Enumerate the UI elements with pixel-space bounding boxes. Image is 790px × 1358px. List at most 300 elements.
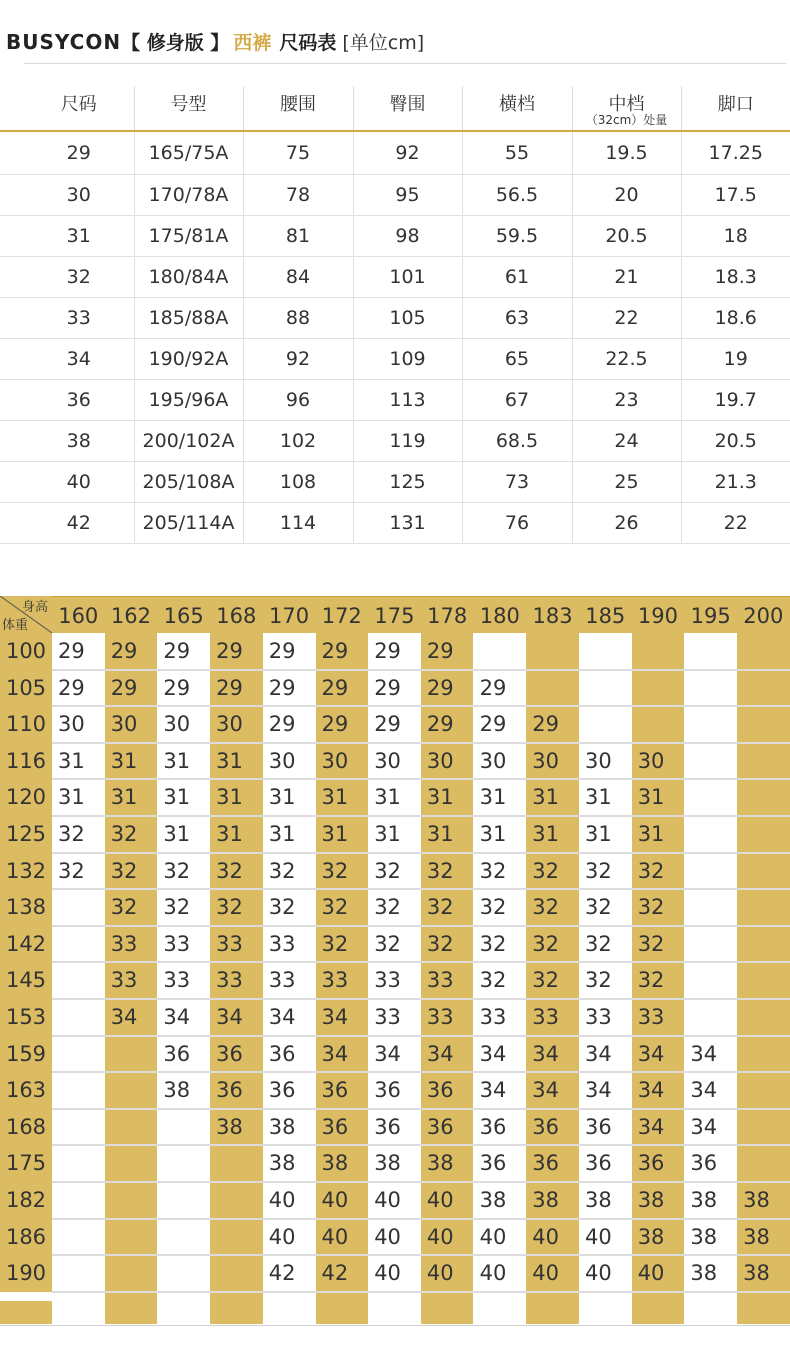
grid-size-cell: 31 xyxy=(532,785,560,810)
grid-size-cell: 32 xyxy=(585,858,612,883)
weight-header-cell: 132 xyxy=(0,853,52,890)
grid-size-cell: 29 xyxy=(426,639,454,663)
height-header-cell: 190 xyxy=(637,604,678,628)
grid-size-cell: 33 xyxy=(216,968,243,993)
height-header-cell: 160 xyxy=(58,604,99,628)
table-cell: 68.5 xyxy=(462,421,572,462)
grid-size-cell: 29 xyxy=(374,712,401,737)
grid-size-cell: 36 xyxy=(426,1114,454,1139)
grid-size-cell: 32 xyxy=(532,895,560,920)
grid-size-cell: 31 xyxy=(374,785,401,810)
grid-size-cell: 32 xyxy=(321,931,349,956)
grid-size-cell: 31 xyxy=(163,748,191,773)
table-cell: 25 xyxy=(572,462,681,503)
table-cell: 32 xyxy=(0,257,134,298)
grid-size-cell: 32 xyxy=(426,895,454,920)
table-row xyxy=(0,175,790,216)
table-cell: 113 xyxy=(353,380,462,421)
table-row xyxy=(0,339,790,380)
grid-size-cell: 34 xyxy=(532,1078,560,1103)
grid-size-cell: 29 xyxy=(58,675,85,700)
grid-size-cell: 31 xyxy=(637,822,665,846)
weight-header-cell: 116 xyxy=(0,743,52,780)
grid-size-cell: 29 xyxy=(268,712,296,737)
grid-size-cell: 40 xyxy=(479,1261,507,1286)
grid-size-cell: 38 xyxy=(268,1114,296,1139)
table-cell: 20.5 xyxy=(681,421,790,462)
weight-header-cell: 159 xyxy=(0,1036,52,1073)
grid-size-cell: 36 xyxy=(374,1078,401,1103)
col-header-thigh: 横档 xyxy=(462,86,572,131)
grid-size-cell: 33 xyxy=(268,968,296,993)
grid-size-cell: 38 xyxy=(479,1188,507,1212)
grid-size-cell: 32 xyxy=(216,895,243,920)
grid-size-cell: 30 xyxy=(321,748,349,773)
table-cell: 195/96A xyxy=(134,380,243,421)
grid-size-cell: 33 xyxy=(426,968,454,993)
page-title xyxy=(6,28,424,58)
grid-size-cell: 36 xyxy=(321,1078,349,1103)
grid-size-cell: 32 xyxy=(110,895,138,920)
grid-size-cell: 34 xyxy=(479,1078,507,1103)
grid-size-cell: 38 xyxy=(374,1151,401,1176)
grid-size-cell: 29 xyxy=(268,675,296,700)
table-cell: 67 xyxy=(462,380,572,421)
grid-size-cell: 31 xyxy=(216,785,243,810)
grid-size-cell: 34 xyxy=(479,1041,507,1066)
grid-size-cell: 31 xyxy=(585,785,612,810)
table-cell: 95 xyxy=(353,175,462,216)
height-header-cell: 195 xyxy=(690,604,731,628)
table-cell: 40 xyxy=(0,462,134,503)
table-cell: 21 xyxy=(572,257,681,298)
col-header-size: 尺码 xyxy=(60,94,97,115)
grid-size-cell: 32 xyxy=(163,895,191,920)
weight-header-cell: 110 xyxy=(0,706,52,743)
grid-size-cell: 36 xyxy=(532,1114,560,1139)
grid-size-cell: 31 xyxy=(426,822,454,846)
grid-size-cell: 34 xyxy=(585,1078,612,1103)
table-cell: 131 xyxy=(353,503,462,544)
title-divider xyxy=(24,63,786,64)
height-header-cell: 175 xyxy=(374,604,415,628)
table-cell: 19 xyxy=(681,339,790,380)
col-header-waist: 腰围 xyxy=(243,86,353,131)
grid-size-cell: 29 xyxy=(479,712,507,737)
table-cell: 61 xyxy=(462,257,572,298)
table-cell: 20 xyxy=(572,175,681,216)
grid-size-cell: 38 xyxy=(690,1261,718,1286)
grid-size-cell: 32 xyxy=(374,931,401,956)
grid-size-cell: 31 xyxy=(58,748,85,773)
table-cell: 29 xyxy=(0,131,134,175)
unit-label: [单位cm] xyxy=(342,32,425,54)
table-cell: 105 xyxy=(353,298,462,339)
grid-size-cell: 36 xyxy=(690,1151,718,1176)
grid-size-cell: 40 xyxy=(374,1188,401,1212)
grid-size-cell: 40 xyxy=(268,1224,296,1249)
table-cell: 38 xyxy=(0,421,134,462)
table-cell: 31 xyxy=(0,216,134,257)
grid-size-cell: 29 xyxy=(479,675,507,700)
grid-size-cell: 36 xyxy=(268,1078,296,1103)
grid-size-cell: 31 xyxy=(479,822,507,846)
table-cell: 19.5 xyxy=(572,131,681,175)
grid-size-cell: 31 xyxy=(426,785,454,810)
grid-size-cell: 32 xyxy=(268,858,296,883)
grid-size-cell: 40 xyxy=(585,1224,612,1249)
grid-size-cell: 33 xyxy=(426,1005,454,1029)
grid-size-cell: 32 xyxy=(426,858,454,883)
grid-size-cell: 38 xyxy=(532,1188,560,1212)
grid-size-cell: 33 xyxy=(216,931,243,956)
grid-size-cell: 34 xyxy=(216,1005,243,1029)
weight-header-cell: 175 xyxy=(0,1145,52,1182)
grid-size-cell: 29 xyxy=(110,675,138,700)
table-cell: 65 xyxy=(462,339,572,380)
height-header-cell: 200 xyxy=(743,604,784,628)
grid-size-cell: 34 xyxy=(637,1078,665,1103)
grid-size-cell: 30 xyxy=(163,712,191,737)
grid-size-cell: 32 xyxy=(163,858,191,883)
weight-header-cell: 182 xyxy=(0,1182,52,1219)
grid-size-cell: 32 xyxy=(585,895,612,920)
grid-size-cell: 36 xyxy=(321,1114,349,1139)
grid-size-cell: 34 xyxy=(585,1041,612,1066)
grid-size-cell: 40 xyxy=(637,1261,665,1286)
grid-size-cell: 29 xyxy=(163,675,191,700)
table-cell: 17.5 xyxy=(681,175,790,216)
table-cell: 24 xyxy=(572,421,681,462)
grid-size-cell: 32 xyxy=(374,895,401,920)
grid-size-cell: 34 xyxy=(690,1041,718,1066)
grid-size-cell: 38 xyxy=(743,1224,770,1249)
grid-size-cell: 38 xyxy=(426,1151,454,1176)
table-cell: 84 xyxy=(243,257,353,298)
weight-header-cell: 153 xyxy=(0,999,52,1036)
table-row xyxy=(0,380,790,421)
bottom-divider xyxy=(0,1325,790,1326)
table-cell: 109 xyxy=(353,339,462,380)
grid-corner xyxy=(0,596,52,633)
grid-size-cell: 31 xyxy=(321,785,349,810)
grid-size-cell: 29 xyxy=(374,639,401,663)
weight-column-tail xyxy=(0,1301,52,1324)
grid-size-cell: 34 xyxy=(374,1041,401,1066)
grid-size-cell: 36 xyxy=(216,1041,243,1066)
weight-header-cell: 142 xyxy=(0,926,52,963)
weight-header-cell: 138 xyxy=(0,889,52,926)
table-cell: 205/108A xyxy=(134,462,243,503)
corner-height-label: 身高 xyxy=(21,600,48,615)
weight-header-cell: 163 xyxy=(0,1072,52,1109)
grid-size-cell: 36 xyxy=(637,1151,665,1176)
grid-size-cell: 29 xyxy=(321,712,349,737)
grid-size-cell: 29 xyxy=(426,712,454,737)
table-cell: 34 xyxy=(0,339,134,380)
table-row xyxy=(0,421,790,462)
grid-size-cell: 32 xyxy=(637,931,665,956)
height-header-cell: 178 xyxy=(427,604,468,628)
table-cell: 101 xyxy=(353,257,462,298)
col-header-knee-label: 中档 xyxy=(608,94,645,115)
grid-size-cell: 29 xyxy=(216,675,243,700)
grid-size-cell: 32 xyxy=(532,858,560,883)
table-cell: 81 xyxy=(243,216,353,257)
col-header-hip: 臀围 xyxy=(353,86,462,131)
grid-size-cell: 34 xyxy=(268,1005,296,1029)
grid-size-cell: 30 xyxy=(268,748,296,773)
table-cell: 165/75A xyxy=(134,131,243,175)
grid-size-cell: 33 xyxy=(532,1005,560,1029)
grid-size-cell: 36 xyxy=(479,1151,507,1176)
grid-size-cell: 29 xyxy=(163,639,191,663)
table-row xyxy=(0,503,790,544)
grid-size-cell: 31 xyxy=(321,822,349,846)
grid-size-cell: 32 xyxy=(58,858,85,883)
table-cell: 170/78A xyxy=(134,175,243,216)
table-cell: 119 xyxy=(353,421,462,462)
grid-size-cell: 40 xyxy=(321,1188,349,1212)
table-cell: 63 xyxy=(462,298,572,339)
grid-size-cell: 36 xyxy=(585,1151,612,1176)
grid-size-cell: 29 xyxy=(532,712,560,737)
weight-header-cell: 100 xyxy=(0,633,52,670)
grid-size-cell: 38 xyxy=(163,1078,191,1103)
col-header-knee-note: （32cm）处量 xyxy=(585,113,668,127)
table-cell: 98 xyxy=(353,216,462,257)
table-cell: 92 xyxy=(353,131,462,175)
height-header-cell: 172 xyxy=(321,604,362,628)
grid-size-cell: 33 xyxy=(110,968,138,993)
grid-size-cell: 34 xyxy=(321,1005,349,1029)
grid-size-cell: 30 xyxy=(58,712,85,737)
brand-name: BUSYCON xyxy=(6,30,122,54)
grid-size-cell: 34 xyxy=(532,1041,560,1066)
grid-size-cell: 33 xyxy=(374,1005,401,1029)
height-header-cell: 183 xyxy=(532,604,573,628)
table-cell: 75 xyxy=(243,131,353,175)
table-cell: 18.6 xyxy=(681,298,790,339)
table-cell: 200/102A xyxy=(134,421,243,462)
table-cell: 96 xyxy=(243,380,353,421)
table-row xyxy=(0,462,790,503)
grid-size-cell: 29 xyxy=(374,675,401,700)
table-row xyxy=(0,216,790,257)
grid-size-cell: 32 xyxy=(479,895,507,920)
table-cell: 17.25 xyxy=(681,131,790,175)
grid-size-cell: 32 xyxy=(321,858,349,883)
grid-size-cell: 34 xyxy=(690,1114,718,1139)
grid-size-cell: 30 xyxy=(426,748,454,773)
grid-size-cell: 32 xyxy=(479,968,507,993)
grid-size-cell: 30 xyxy=(585,748,612,773)
grid-size-cell: 38 xyxy=(690,1188,718,1212)
grid-size-cell: 29 xyxy=(321,675,349,700)
table-cell: 23 xyxy=(572,380,681,421)
table-cell: 125 xyxy=(353,462,462,503)
grid-size-cell: 33 xyxy=(374,968,401,993)
table-cell: 108 xyxy=(243,462,353,503)
grid-size-cell: 36 xyxy=(532,1151,560,1176)
grid-size-cell: 30 xyxy=(637,748,665,773)
grid-size-cell: 31 xyxy=(532,822,560,846)
corner-weight-label: 体重 xyxy=(2,618,29,633)
grid-size-cell: 38 xyxy=(637,1224,665,1249)
weight-header-cell: 120 xyxy=(0,779,52,816)
grid-size-cell: 32 xyxy=(479,931,507,956)
grid-size-cell: 29 xyxy=(110,639,138,663)
grid-size-cell: 42 xyxy=(321,1261,349,1286)
grid-size-cell: 40 xyxy=(532,1224,560,1249)
grid-size-cell: 32 xyxy=(585,968,612,993)
table-cell: 18 xyxy=(681,216,790,257)
grid-size-cell: 30 xyxy=(479,748,507,773)
grid-size-cell: 30 xyxy=(216,712,243,737)
grid-size-cell: 31 xyxy=(637,785,665,810)
table-cell: 73 xyxy=(462,462,572,503)
grid-size-cell: 31 xyxy=(110,785,138,810)
grid-size-cell: 33 xyxy=(268,931,296,956)
grid-size-cell: 31 xyxy=(216,822,243,846)
height-weight-size-grid xyxy=(0,596,790,1324)
grid-size-cell: 30 xyxy=(374,748,401,773)
height-header-cell: 168 xyxy=(216,604,257,628)
grid-size-cell: 40 xyxy=(585,1261,612,1286)
grid-size-cell: 34 xyxy=(321,1041,349,1066)
edition-label: 【 修身版 】 xyxy=(121,32,230,54)
grid-size-cell: 29 xyxy=(58,639,85,663)
grid-size-cell: 29 xyxy=(426,675,454,700)
table-cell: 92 xyxy=(243,339,353,380)
weight-header-cell: 168 xyxy=(0,1109,52,1146)
col-header-knee xyxy=(572,86,681,131)
grid-size-cell: 33 xyxy=(163,931,191,956)
table-cell: 26 xyxy=(572,503,681,544)
height-header-cell: 170 xyxy=(269,604,310,628)
grid-size-cell: 30 xyxy=(110,712,138,737)
grid-size-cell: 32 xyxy=(58,822,85,846)
table-cell: 59.5 xyxy=(462,216,572,257)
grid-size-cell: 33 xyxy=(585,1005,612,1029)
chart-title: 尺码表 xyxy=(279,32,337,54)
table-row xyxy=(0,257,790,298)
table-cell: 175/81A xyxy=(134,216,243,257)
table-cell: 20.5 xyxy=(572,216,681,257)
grid-size-cell: 38 xyxy=(690,1224,718,1249)
grid-size-cell: 34 xyxy=(110,1005,138,1029)
grid-size-cell: 31 xyxy=(216,748,243,773)
weight-header-cell: 105 xyxy=(0,670,52,707)
grid-size-cell: 36 xyxy=(268,1041,296,1066)
grid-size-cell: 31 xyxy=(110,748,138,773)
grid-size-cell: 36 xyxy=(426,1078,454,1103)
grid-size-cell: 32 xyxy=(532,968,560,993)
table-cell: 180/84A xyxy=(134,257,243,298)
grid-size-cell: 32 xyxy=(268,895,296,920)
weight-header-cell: 145 xyxy=(0,962,52,999)
table-cell: 22 xyxy=(681,503,790,544)
grid-size-cell: 36 xyxy=(585,1114,612,1139)
grid-size-cell: 29 xyxy=(216,639,243,663)
grid-size-cell: 38 xyxy=(268,1151,296,1176)
grid-size-cell: 31 xyxy=(479,785,507,810)
grid-size-cell: 30 xyxy=(532,748,560,773)
grid-size-cell: 40 xyxy=(268,1188,296,1212)
category-label: 西裤 xyxy=(233,32,272,54)
table-row xyxy=(0,298,790,339)
height-header-cell: 162 xyxy=(110,604,151,628)
size-measurement-table xyxy=(0,86,790,544)
grid-size-cell: 29 xyxy=(321,639,349,663)
table-cell: 19.7 xyxy=(681,380,790,421)
table-cell: 22.5 xyxy=(572,339,681,380)
table-cell: 190/92A xyxy=(134,339,243,380)
table-cell: 78 xyxy=(243,175,353,216)
table-cell: 102 xyxy=(243,421,353,462)
weight-header-cell: 190 xyxy=(0,1255,52,1292)
grid-size-cell: 32 xyxy=(637,968,665,993)
grid-size-cell: 29 xyxy=(268,639,296,663)
table-cell: 76 xyxy=(462,503,572,544)
grid-size-cell: 32 xyxy=(321,895,349,920)
table-cell: 56.5 xyxy=(462,175,572,216)
grid-size-cell: 33 xyxy=(110,931,138,956)
grid-size-cell: 31 xyxy=(268,822,296,846)
grid-size-cell: 34 xyxy=(426,1041,454,1066)
table-cell: 114 xyxy=(243,503,353,544)
grid-size-cell: 34 xyxy=(163,1005,191,1029)
grid-size-cell: 31 xyxy=(163,785,191,810)
grid-size-cell: 32 xyxy=(585,931,612,956)
grid-size-cell: 32 xyxy=(110,822,138,846)
height-header-cell: 180 xyxy=(479,604,520,628)
table-cell: 21.3 xyxy=(681,462,790,503)
grid-size-cell: 40 xyxy=(321,1224,349,1249)
col-header-hem: 脚口 xyxy=(681,86,790,131)
grid-size-cell: 36 xyxy=(479,1114,507,1139)
grid-size-cell: 32 xyxy=(479,858,507,883)
table-cell: 36 xyxy=(0,380,134,421)
grid-size-cell: 34 xyxy=(637,1114,665,1139)
height-header-cell: 185 xyxy=(585,604,626,628)
grid-size-cell: 38 xyxy=(321,1151,349,1176)
grid-size-cell: 34 xyxy=(690,1078,718,1103)
grid-size-cell: 40 xyxy=(479,1224,507,1249)
grid-size-cell: 38 xyxy=(216,1114,243,1139)
table-cell: 42 xyxy=(0,503,134,544)
table-cell: 33 xyxy=(0,298,134,339)
grid-size-cell: 36 xyxy=(163,1041,191,1066)
grid-size-cell: 34 xyxy=(637,1041,665,1066)
grid-size-cell: 38 xyxy=(743,1261,770,1286)
grid-size-cell: 31 xyxy=(374,822,401,846)
table-cell: 205/114A xyxy=(134,503,243,544)
grid-size-cell: 33 xyxy=(321,968,349,993)
grid-size-cell: 36 xyxy=(216,1078,243,1103)
grid-size-cell: 40 xyxy=(374,1261,401,1286)
table-cell: 18.3 xyxy=(681,257,790,298)
col-header-model: 号型 xyxy=(134,86,243,131)
grid-size-cell: 42 xyxy=(268,1261,296,1286)
grid-size-cell: 40 xyxy=(426,1261,454,1286)
weight-header-cell: 125 xyxy=(0,816,52,853)
grid-size-cell: 40 xyxy=(426,1224,454,1249)
grid-size-cell: 40 xyxy=(532,1261,560,1286)
grid-size-cell: 40 xyxy=(426,1188,454,1212)
grid-size-cell: 31 xyxy=(268,785,296,810)
grid-size-cell: 31 xyxy=(58,785,85,810)
